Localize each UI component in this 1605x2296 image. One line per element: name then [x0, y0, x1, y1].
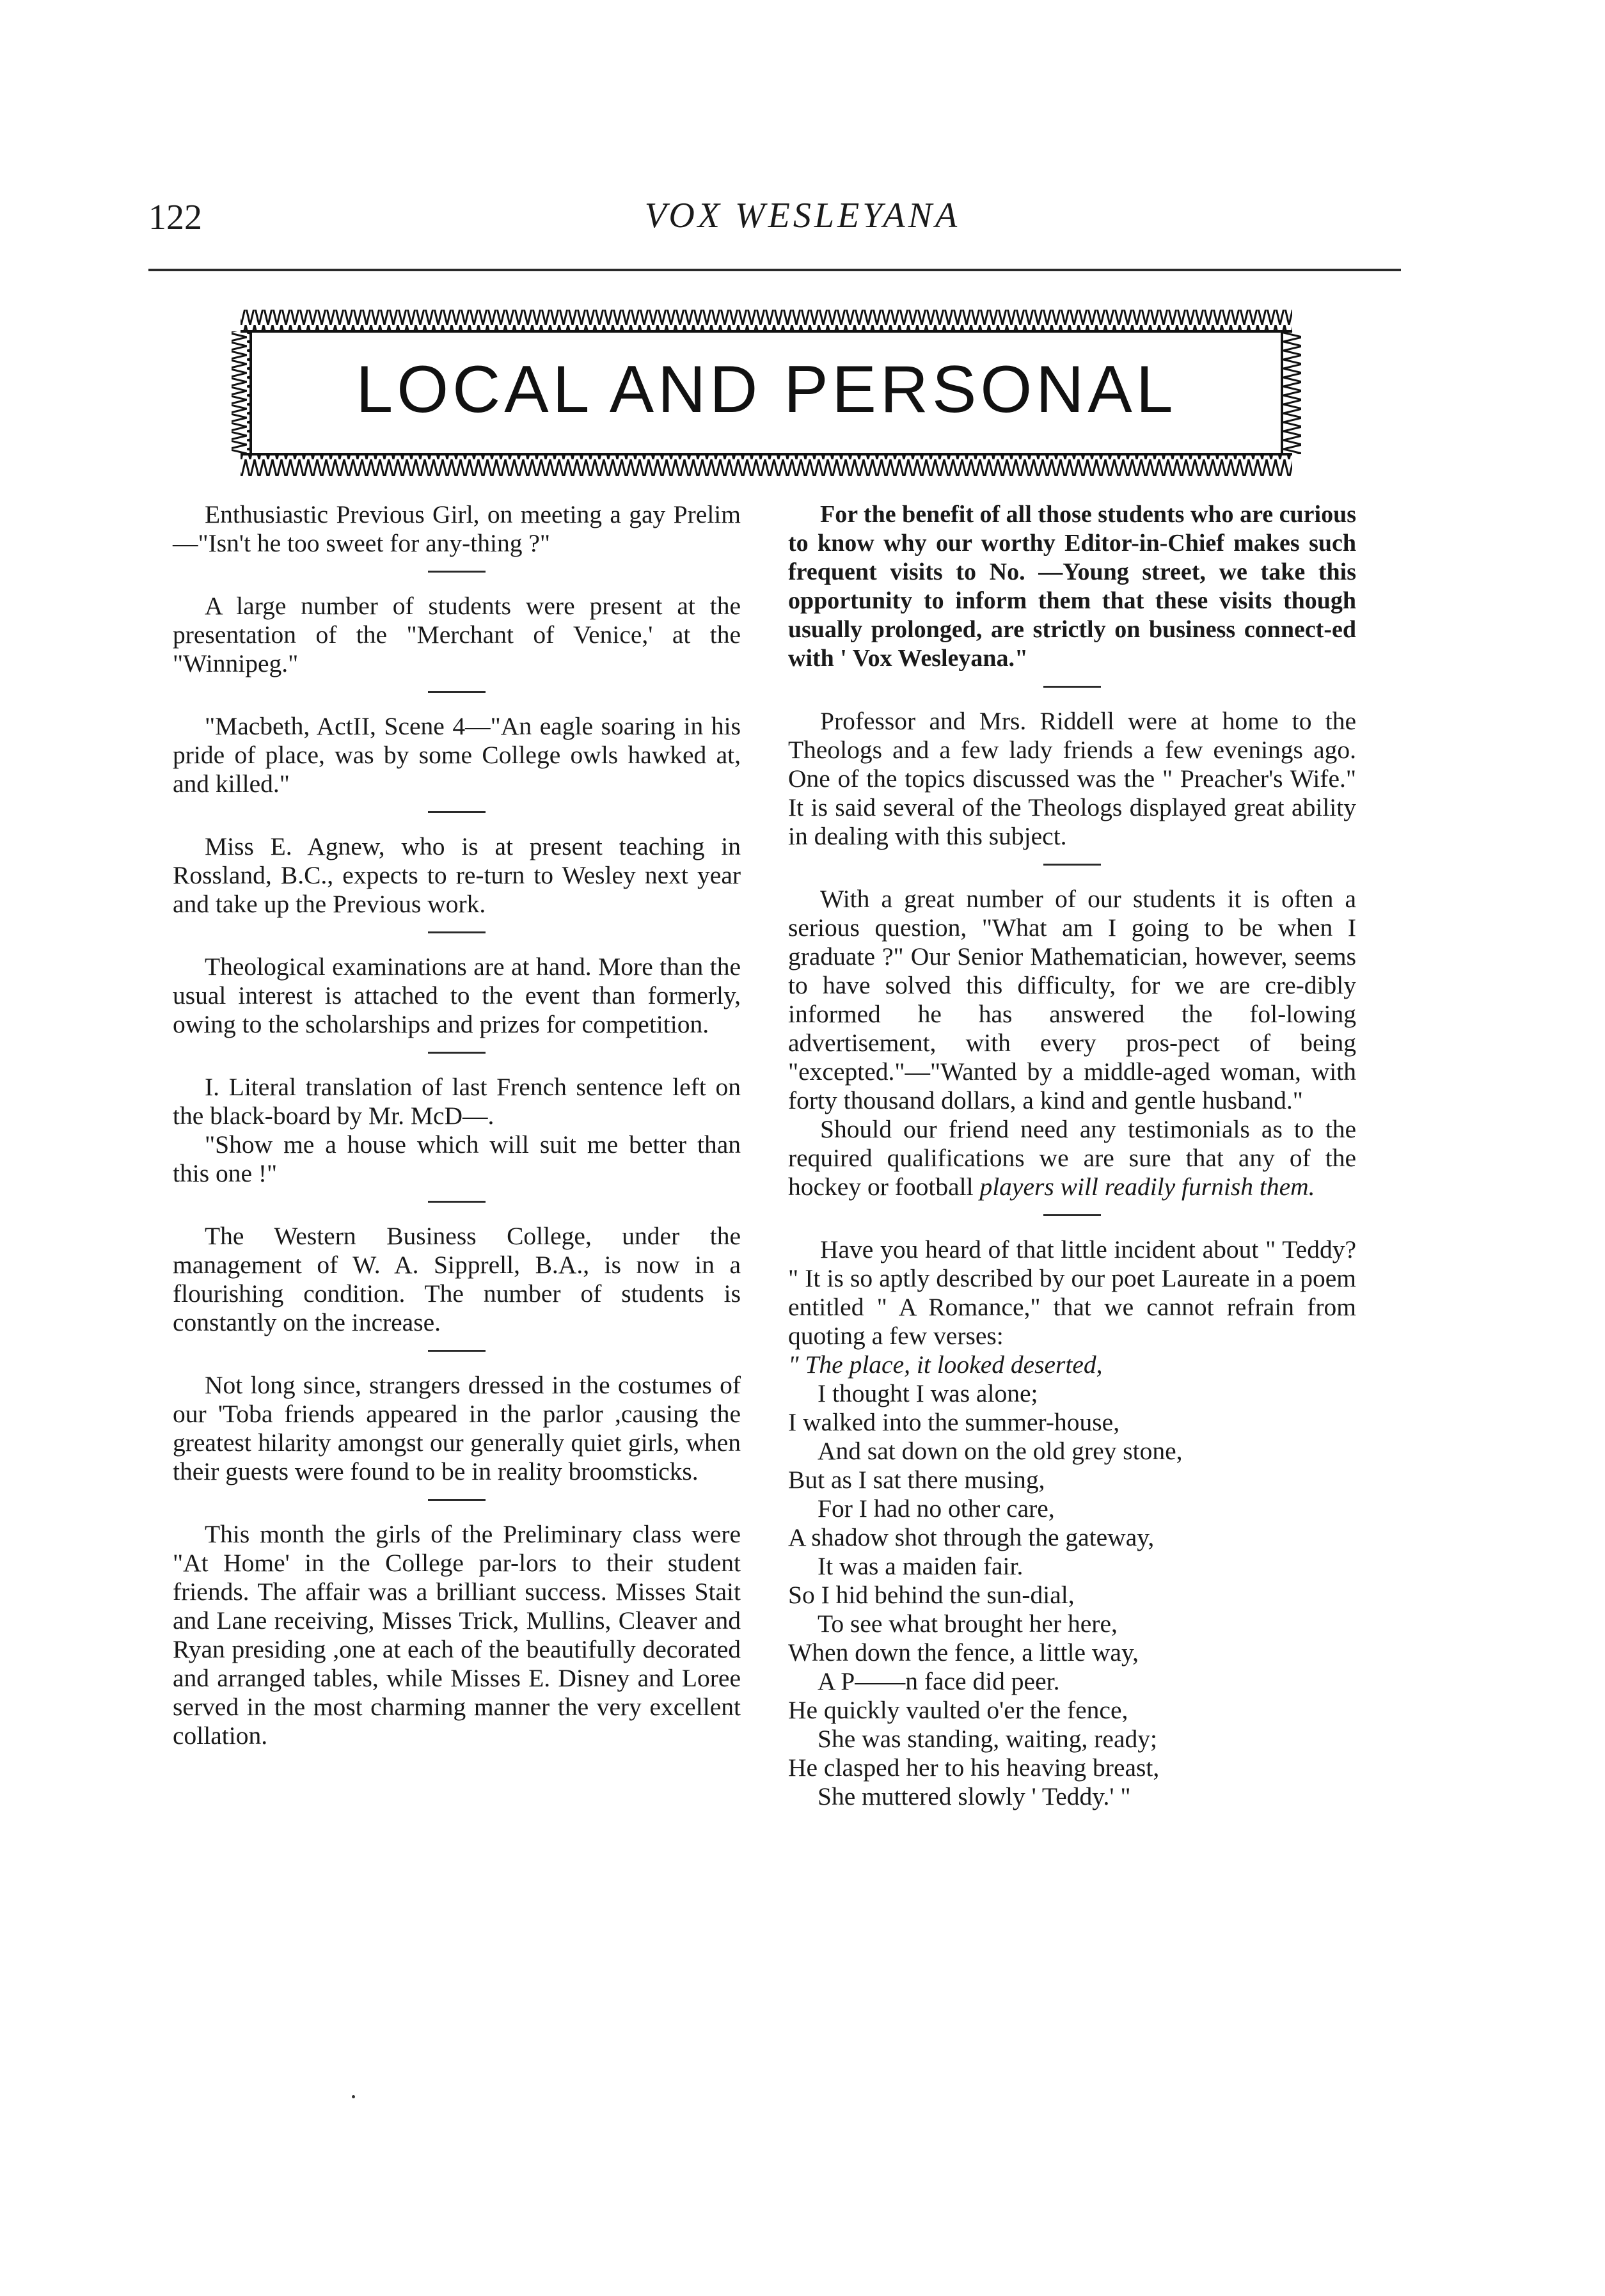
poem	[788, 1350, 1356, 1811]
page-number: 122	[148, 198, 202, 237]
poem-line: She was standing, waiting, ready;	[818, 1725, 1157, 1753]
poem-line: A P——n face did peer.	[818, 1667, 1060, 1695]
left-column	[173, 500, 741, 1750]
testimonial-text: Should our friend need any testimonials as to the required qualifications we are sure that any of the hockey or football	[788, 1115, 1356, 1201]
item-divider	[428, 571, 486, 573]
news-item: With a great number of our students it is often a serious question, "What am I going to be when I graduate ?" Our Senior Mathematician, however, seems to have solved this difficulty, for we are cre-dibly informed he has answered the fol-lowing advertisement, with every pros-pect of being "excepted."—"Wanted by a middle-aged woman, with forty thousand dollars, a kind and gentle husband."	[788, 885, 1356, 1114]
item-divider	[428, 1052, 486, 1054]
poem-line: " The place, it looked deserted,	[788, 1350, 1103, 1379]
testimonial-italic-text: players will readily furnish them.	[979, 1173, 1315, 1201]
item-divider	[1043, 864, 1101, 866]
news-item-continued	[788, 1115, 1356, 1201]
poem-line: I thought I was alone;	[818, 1379, 1038, 1407]
poem-line: For I had no other care,	[818, 1494, 1055, 1523]
item-divider	[428, 691, 486, 693]
right-column	[788, 500, 1356, 1811]
poem-line: So I hid behind the sun-dial,	[788, 1581, 1075, 1609]
news-item: Miss E. Agnew, who is at present teaching in Rossland, B.C., expects to re-turn to Wesley next year and take up the Previous work.	[173, 832, 741, 918]
section-banner	[228, 306, 1305, 480]
poem-line: A shadow shot through the gateway,	[788, 1523, 1155, 1551]
poem-line: When down the fence, a little way,	[788, 1638, 1139, 1667]
running-title: VOX WESLEYANA	[644, 196, 961, 235]
poem-line: He clasped her to his heaving breast,	[788, 1754, 1160, 1782]
item-divider	[1043, 686, 1101, 688]
print-speck	[352, 2095, 355, 2098]
poem-line: But as I sat there musing,	[788, 1466, 1045, 1494]
news-item: Professor and Mrs. Riddell were at home to the Theologs and a few lady friends a few evenings ago. One of the topics discussed was the " Preacher's Wife." It is said several of the Theologs displayed great ability in dealing with this subject.	[788, 707, 1356, 850]
poem-line: To see what brought her here,	[818, 1610, 1118, 1638]
translation-line: I. Literal translation of last French sentence left on the black-board by Mr. McD—.	[173, 1073, 741, 1130]
news-item: The Western Business College, under the management of W. A. Sipprell, B.A., is now in a flourishing condition. The number of students is constantly on the increase.	[173, 1222, 741, 1336]
news-item: A large number of students were present at the presentation of the "Merchant of Venice,' at the "Winnipeg."	[173, 592, 741, 677]
news-item: Enthusiastic Previous Girl, on meeting a gay Prelim—"Isn't he too sweet for any-thing ?"	[173, 500, 741, 557]
poem-line: It was a maiden fair.	[818, 1552, 1024, 1580]
news-item: Not long since, strangers dressed in the costumes of our 'Toba friends appeared in the parlor ,causing the greatest hilarity amongst our generally quiet girls, when their guests were found to be in reality broomsticks.	[173, 1371, 741, 1485]
news-item: Theological examinations are at hand. More than the usual interest is attached to the event than formerly, owing to the scholarships and prizes for competition.	[173, 953, 741, 1038]
translation-item	[173, 1073, 741, 1188]
poem-line: He quickly vaulted o'er the fence,	[788, 1696, 1128, 1724]
poem-line: She muttered slowly ' Teddy.' "	[818, 1782, 1131, 1810]
section-title: LOCAL AND PERSONAL	[356, 352, 1177, 427]
poem-line: I walked into the summer-house,	[788, 1408, 1120, 1436]
news-item: "Macbeth, ActII, Scene 4—"An eagle soaring in his pride of place, was by some College owls hawked at, and killed."	[173, 712, 741, 798]
item-divider	[428, 1499, 486, 1501]
translation-line: "Show me a house which will suit me better than this one !"	[173, 1130, 741, 1187]
item-divider	[428, 1201, 486, 1203]
news-item: Have you heard of that little incident about " Teddy? " It is so aptly described by our poet Laureate in a poem entitled " A Romance," that we cannot refrain from quoting a few verses:	[788, 1235, 1356, 1350]
item-divider	[428, 811, 486, 813]
news-item-bold: For the benefit of all those students who are curious to know why our worthy Editor-in-Chief makes such frequent visits to No. —Young street, we take this opportunity to inform them that these visits though usually prolonged, are strictly on business connect-ed with ' Vox Wesleyana."	[788, 501, 1356, 672]
header-rule	[148, 269, 1401, 271]
item-divider	[428, 1350, 486, 1352]
item-divider	[428, 931, 486, 933]
poem-line: And sat down on the old grey stone,	[818, 1437, 1183, 1465]
news-item: This month the girls of the Preliminary class were "At Home' in the College par-lors to their student friends. The affair was a brilliant success. Misses Stait and Lane receiving, Misses Trick, Mullins, Cleaver and Ryan presiding ,one at each of the beautifully decorated and arranged tables, while Misses E. Disney and Loree served in the most charming manner the very excellent collation.	[173, 1520, 741, 1750]
item-divider	[1043, 1214, 1101, 1216]
